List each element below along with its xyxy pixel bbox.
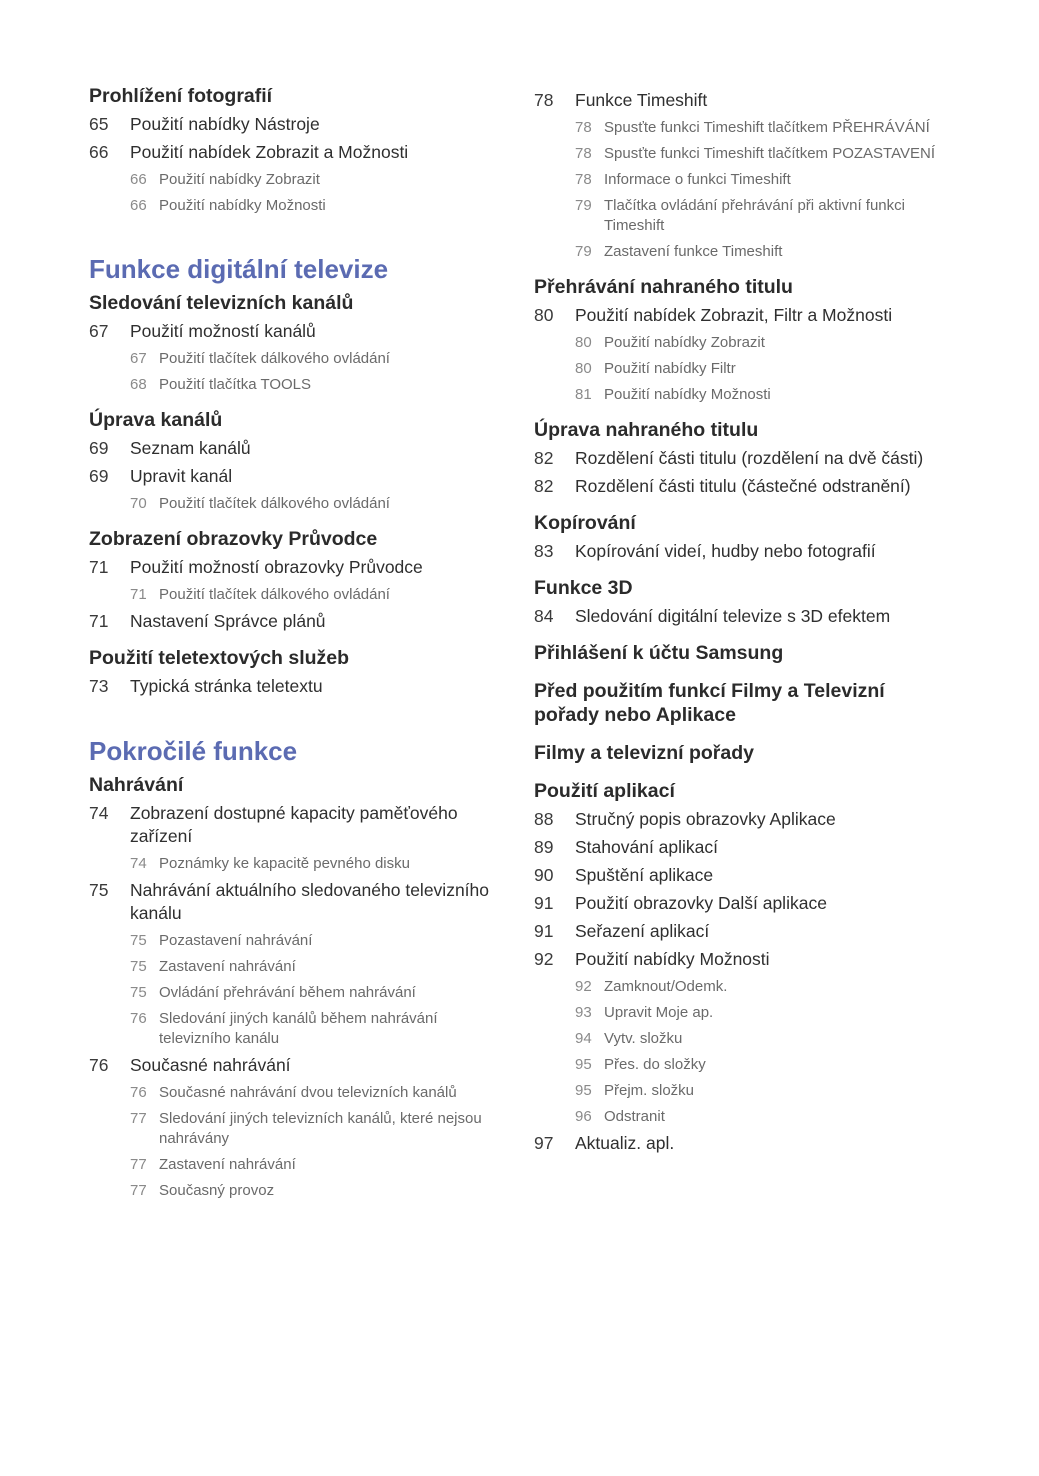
page-number: 69: [89, 466, 109, 486]
page-number: 67: [130, 350, 147, 367]
page-number: 74: [130, 855, 147, 872]
page-number: 81: [575, 386, 592, 403]
entry-title: Použití nabídek Zobrazit a Možnosti: [130, 142, 409, 162]
section-heading-pouziti-aplikaci: Použití aplikací: [534, 780, 675, 802]
chapter-heading-pokrocile-funkce: Pokročilé funkce: [89, 736, 298, 766]
toc-subentry[interactable]: [575, 977, 954, 997]
section-heading-nahravani: Nahrávání: [89, 774, 184, 796]
entry-title: Použití nabídky Zobrazit: [604, 334, 765, 351]
entry-title: Upravit kanál: [130, 466, 233, 486]
entry-title: Použití nabídky Možnosti: [575, 949, 770, 969]
toc-entry[interactable]: [89, 320, 499, 343]
page-number: 77: [130, 1156, 147, 1173]
toc-subentry[interactable]: [130, 1083, 499, 1103]
page-number: 77: [130, 1110, 147, 1127]
entry-title: Použití tlačítek dálkového ovládání: [159, 350, 390, 367]
toc-entry[interactable]: [89, 465, 499, 488]
page-number: 93: [575, 1004, 592, 1021]
page-number: 71: [130, 586, 147, 603]
toc-entry[interactable]: [89, 802, 499, 848]
toc-subentry[interactable]: [575, 359, 954, 379]
toc-subentry[interactable]: [575, 1055, 954, 1075]
entry-title: Informace o funkci Timeshift: [604, 171, 791, 188]
entry-title: Současný provoz: [159, 1182, 275, 1199]
entry-title: Ovládání přehrávání během nahrávání: [159, 984, 416, 1001]
page-number: 95: [575, 1056, 592, 1073]
entry-title: Použití tlačítek dálkového ovládání: [159, 495, 390, 512]
section-heading-sledovani-televiznich-kanalu: Sledování televizních kanálů: [89, 292, 354, 314]
toc-entry[interactable]: [534, 948, 954, 971]
toc-entry[interactable]: [534, 304, 954, 327]
page-number: 79: [575, 243, 592, 260]
toc-entry[interactable]: [534, 447, 954, 470]
entry-title: Odstranit: [604, 1108, 665, 1125]
toc-subentry[interactable]: [130, 931, 499, 951]
toc-entry[interactable]: [89, 610, 499, 633]
section-heading-prehravani-nahraneho-titulu: Přehrávání nahraného titulu: [534, 276, 793, 298]
entry-title: Stručný popis obrazovky Aplikace: [575, 809, 836, 829]
entry-title: Zobrazení dostupné kapacity paměťového zařízení: [130, 803, 458, 846]
section-heading-kopirovani: Kopírování: [534, 512, 636, 534]
page-number: 70: [130, 495, 147, 512]
page-number: 75: [130, 958, 147, 975]
toc-subentry[interactable]: [575, 333, 954, 353]
entry-title: Současné nahrávání dvou televizních kanálů: [159, 1084, 457, 1101]
toc-entry[interactable]: [89, 141, 499, 164]
toc-subentry[interactable]: [130, 1181, 499, 1201]
entry-title: Použití nabídky Zobrazit: [159, 171, 320, 188]
page-number: 74: [89, 803, 109, 823]
page-number: 83: [534, 541, 554, 561]
toc-entry[interactable]: [534, 864, 954, 887]
toc-subentry[interactable]: [130, 1155, 499, 1175]
toc-subentry[interactable]: [130, 957, 499, 977]
toc-entry[interactable]: [534, 1132, 954, 1155]
entry-title: Současné nahrávání: [130, 1055, 291, 1075]
toc-subentry[interactable]: [130, 349, 499, 369]
section-heading-prihlaseni-k-uctu-samsung: Přihlášení k účtu Samsung: [534, 642, 784, 664]
page-number: 82: [534, 448, 554, 468]
toc-left-column: [89, 84, 499, 1201]
entry-title: Spusťte funkci Timeshift tlačítkem PŘEHRÁVÁNÍ: [604, 119, 930, 136]
toc-entry[interactable]: [534, 89, 954, 112]
toc-subentry[interactable]: [575, 1029, 954, 1049]
entry-title: Použití tlačítek dálkového ovládání: [159, 586, 390, 603]
toc-entry[interactable]: [89, 675, 499, 698]
page-number: 94: [575, 1030, 592, 1047]
entry-title: Funkce Timeshift: [575, 90, 708, 110]
toc-subentry[interactable]: [130, 375, 499, 395]
entry-title: Pozastavení nahrávání: [159, 932, 313, 949]
page-number: 69: [89, 438, 109, 458]
section-heading-zobrazeni-obrazovky-pruvodce: Zobrazení obrazovky Průvodce: [89, 528, 378, 550]
page-number: 78: [534, 90, 554, 110]
page-number: 79: [575, 197, 592, 214]
toc-entry[interactable]: [89, 1054, 499, 1077]
section-heading-uprava-kanalu: Úprava kanálů: [89, 409, 223, 431]
page-number: 71: [89, 557, 109, 577]
section-heading-uprava-nahraneho-titulu: Úprava nahraného titulu: [534, 419, 759, 441]
chapter-heading-funkce-digitalni-televize: Funkce digitální televize: [89, 254, 389, 284]
entry-title: Seznam kanálů: [130, 438, 251, 458]
page-number: 78: [575, 145, 592, 162]
page-number: 67: [89, 321, 109, 341]
section-heading-pouziti-teletextovych-sluzeb: Použití teletextových služeb: [89, 647, 350, 669]
entry-title: Použití možností obrazovky Průvodce: [130, 557, 423, 577]
entry-title: Tlačítka ovládání přehrávání při aktivní funkci Timeshift: [604, 197, 905, 234]
entry-title: Rozdělení části titulu (částečné odstranění): [575, 476, 911, 496]
entry-title: Poznámky ke kapacitě pevného disku: [159, 855, 410, 872]
page-number: 76: [89, 1055, 109, 1075]
page-number: 91: [534, 893, 554, 913]
entry-title: Použití nabídek Zobrazit, Filtr a Možnosti: [575, 305, 893, 325]
page-number: 80: [575, 360, 592, 377]
toc-entry[interactable]: [89, 879, 499, 925]
section-heading-prohlizeni-fotografii: Prohlížení fotografií: [89, 85, 273, 107]
entry-title: Rozdělení části titulu (rozdělení na dvě části): [575, 448, 924, 468]
entry-title: Nastavení Správce plánů: [130, 611, 326, 631]
page-number: 76: [130, 1010, 147, 1027]
entry-title: Kopírování videí, hudby nebo fotografií: [575, 541, 876, 561]
toc-subentry[interactable]: [575, 196, 954, 236]
entry-title: Spuštění aplikace: [575, 865, 714, 885]
page-number: 92: [575, 978, 592, 995]
entry-title: Zastavení funkce Timeshift: [604, 243, 783, 260]
entry-title: Použití možností kanálů: [130, 321, 316, 341]
toc-subentry[interactable]: [575, 170, 954, 190]
page-number: 82: [534, 476, 554, 496]
entry-title: Upravit Moje ap.: [604, 1004, 714, 1021]
entry-title: Spusťte funkci Timeshift tlačítkem POZASTAVENÍ: [604, 145, 936, 162]
toc-subentry[interactable]: [130, 196, 499, 216]
section-heading-filmy-a-televizni-porady: Filmy a televizní pořady: [534, 742, 754, 764]
page-number: 66: [130, 197, 147, 214]
page-number: 96: [575, 1108, 592, 1125]
page-number: 66: [89, 142, 109, 162]
toc-subentry[interactable]: [130, 854, 499, 874]
toc-entry[interactable]: [534, 808, 954, 831]
toc-subentry[interactable]: [575, 385, 954, 405]
page-number: 75: [130, 984, 147, 1001]
entry-title: Použití nabídky Možnosti: [159, 197, 326, 214]
entry-title: Nahrávání aktuálního sledovaného televizního kanálu: [130, 880, 489, 923]
entry-title: Použití obrazovky Další aplikace: [575, 893, 827, 913]
page-number: 73: [89, 676, 109, 696]
page-number: 78: [575, 171, 592, 188]
page-number: 78: [575, 119, 592, 136]
toc-entry[interactable]: [534, 892, 954, 915]
toc-entry[interactable]: [89, 437, 499, 460]
toc-subentry[interactable]: [130, 1009, 499, 1049]
entry-title: Použití nabídky Možnosti: [604, 386, 771, 403]
entry-title: Použití nabídky Filtr: [604, 360, 736, 377]
page-number: 71: [89, 611, 109, 631]
page-number: 89: [534, 837, 554, 857]
page-number: 65: [89, 114, 109, 134]
entry-title: Seřazení aplikací: [575, 921, 710, 941]
page-number: 77: [130, 1182, 147, 1199]
toc-entry[interactable]: [534, 836, 954, 859]
toc-subentry[interactable]: [130, 494, 499, 514]
page-number: 76: [130, 1084, 147, 1101]
toc-entry[interactable]: [534, 605, 954, 628]
page-number: 90: [534, 865, 554, 885]
entry-title: Sledování jiných kanálů během nahrávání televizního kanálu: [159, 1010, 438, 1047]
entry-title: Sledování jiných televizních kanálů, které nejsou nahrávány: [159, 1110, 482, 1147]
entry-title: Zastavení nahrávání: [159, 1156, 296, 1173]
entry-title: Použití nabídky Nástroje: [130, 114, 320, 134]
toc-entry[interactable]: [534, 920, 954, 943]
page-number: 80: [534, 305, 554, 325]
page-number: 92: [534, 949, 554, 969]
section-heading-pred-pouzitim-funkci-filmy-a-televizni-porady-nebo-aplikace: Před použitím funkcí Filmy a Televizní pořady nebo Aplikace: [534, 680, 885, 726]
toc-subentry[interactable]: [575, 144, 954, 164]
entry-title: Přejm. složku: [604, 1082, 695, 1099]
page-number: 91: [534, 921, 554, 941]
page-number: 84: [534, 606, 554, 626]
toc-subentry[interactable]: [575, 118, 954, 138]
toc-entry[interactable]: [89, 113, 499, 136]
toc-entry[interactable]: [534, 475, 954, 498]
toc-subentry[interactable]: [575, 1081, 954, 1101]
toc-subentry[interactable]: [575, 1107, 954, 1127]
toc-entry[interactable]: [89, 556, 499, 579]
page-number: 75: [130, 932, 147, 949]
toc-subentry[interactable]: [130, 1109, 499, 1149]
entry-title: Vytv. složku: [604, 1030, 683, 1047]
section-heading-funkce-3d: Funkce 3D: [534, 577, 633, 599]
page-number: 95: [575, 1082, 592, 1099]
entry-title: Přes. do složky: [604, 1056, 706, 1073]
page-number: 88: [534, 809, 554, 829]
entry-title: Sledování digitální televize s 3D efektem: [575, 606, 891, 626]
entry-title: Stahování aplikací: [575, 837, 719, 857]
page-number: 66: [130, 171, 147, 188]
page-number: 97: [534, 1133, 554, 1153]
entry-title: Aktualiz. apl.: [575, 1133, 675, 1153]
entry-title: Použití tlačítka TOOLS: [159, 376, 312, 393]
toc-subentry[interactable]: [575, 242, 954, 262]
toc-subentry[interactable]: [130, 983, 499, 1003]
page-number: 68: [130, 376, 147, 393]
toc-subentry[interactable]: [130, 170, 499, 190]
page-number: 80: [575, 334, 592, 351]
toc-entry[interactable]: [534, 540, 954, 563]
entry-title: Zastavení nahrávání: [159, 958, 296, 975]
toc-right-column: [534, 84, 954, 1155]
page-number: 75: [89, 880, 109, 900]
toc-subentry[interactable]: [130, 585, 499, 605]
entry-title: Typická stránka teletextu: [130, 676, 323, 696]
toc-subentry[interactable]: [575, 1003, 954, 1023]
entry-title: Zamknout/Odemk.: [604, 978, 728, 995]
